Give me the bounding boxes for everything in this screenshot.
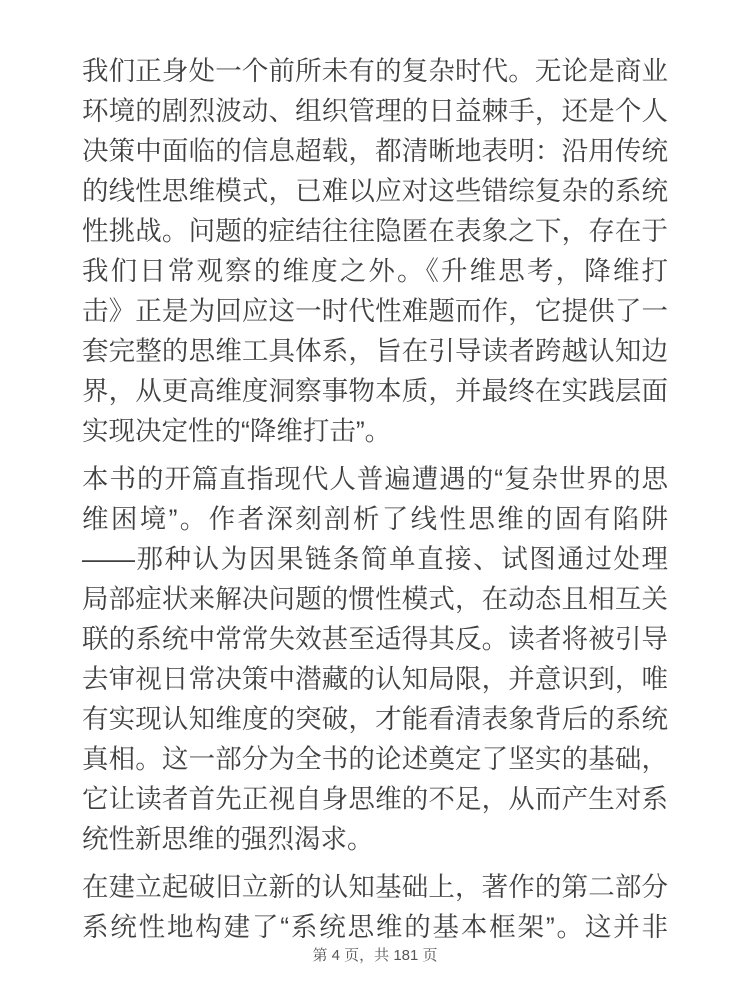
page-number-label: 第 4 页，共 181 页 bbox=[312, 947, 438, 964]
text-line: 维困境”。作者深刻剖析了线性思维的固有陷阱 bbox=[82, 504, 668, 534]
text-line: 局部症状来解决问题的惯性模式，在动态且相互关 bbox=[82, 584, 668, 614]
text-line: 有实现认知维度的突破，才能看清表象背后的系统 bbox=[82, 704, 668, 734]
text-line: 系统性地构建了“系统思维的基本框架”。这并非 bbox=[82, 912, 668, 942]
text-line: 性挑战。问题的症结往往隐匿在表象之下，存在于 bbox=[82, 216, 668, 246]
text-line: 击》正是为回应这一时代性难题而作，它提供了一 bbox=[82, 296, 668, 326]
text-line: 界，从更高维度洞察事物本质，并最终在实践层面 bbox=[82, 376, 668, 406]
page-footer bbox=[0, 946, 750, 966]
text-line: ——那种认为因果链条简单直接、试图通过处理 bbox=[82, 544, 668, 574]
text-line: 实现决定性的“降维打击”。 bbox=[82, 416, 392, 446]
text-line: 我们日常观察的维度之外。《升维思考，降维打 bbox=[82, 256, 668, 286]
text-line: 真相。这一部分为全书的论述奠定了坚实的基础， bbox=[82, 744, 668, 774]
text-line: 的线性思维模式，已难以应对这些错综复杂的系统 bbox=[82, 176, 668, 206]
paragraph bbox=[82, 459, 668, 859]
text-line: 它让读者首先正视自身思维的不足，从而产生对系 bbox=[82, 784, 668, 814]
text-line: 环境的剧烈波动、组织管理的日益棘手，还是个人 bbox=[82, 96, 668, 126]
text-line: 本书的开篇直指现代人普遍遭遇的“复杂世界的思 bbox=[82, 464, 668, 494]
document-body bbox=[82, 51, 668, 955]
paragraph bbox=[82, 867, 668, 947]
paragraph bbox=[82, 51, 668, 451]
text-line: 去审视日常决策中潜藏的认知局限，并意识到，唯 bbox=[82, 664, 668, 694]
text-line: 我们正身处一个前所未有的复杂时代。无论是商业 bbox=[82, 56, 668, 86]
text-line: 决策中面临的信息超载，都清晰地表明：沿用传统 bbox=[82, 136, 668, 166]
text-line: 套完整的思维工具体系，旨在引导读者跨越认知边 bbox=[82, 336, 668, 366]
text-line: 联的系统中常常失效甚至适得其反。读者将被引导 bbox=[82, 624, 668, 654]
text-line: 统性新思维的强烈渴求。 bbox=[82, 824, 374, 854]
text-line: 在建立起破旧立新的认知基础上，著作的第二部分 bbox=[82, 872, 668, 902]
